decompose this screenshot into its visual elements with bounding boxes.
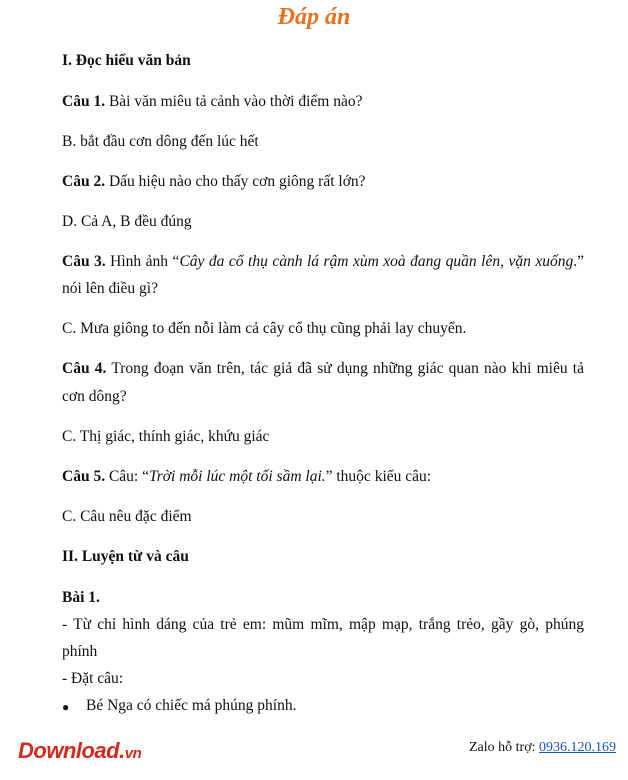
question-label: Câu 3. [62,253,106,270]
page-title: Đáp án [277,4,351,30]
question-label: Câu 1. [62,93,106,110]
question-2 [62,173,366,191]
question-4-line2: cơn dông? [62,388,127,405]
question-3 [62,253,584,271]
exercise-1-line2: phính [62,643,98,660]
download-vn-logo[interactable] [18,738,141,764]
logo-suffix: vn [124,745,142,762]
question-quote: Trời mỗi lúc một tối sầm lại. [148,468,326,485]
question-text-post: ” thuộc kiểu câu: [325,468,432,485]
logo-dot: . [119,738,125,763]
question-text: Bài văn miêu tả cảnh vào thời điểm nào? [105,93,363,110]
exercise-1-line1: - Từ chỉ hình dáng của trẻ em: mũm mĩm, mập mạp, trắng trẻo, gầy gò, phúng [62,616,584,633]
question-label: Câu 2. [62,173,106,190]
question-4 [62,360,584,378]
answer-1: B. bắt đầu cơn dông đến lúc hết [62,133,259,150]
answer-5: C. Câu nêu đặc điểm [62,508,192,525]
exercise-1-line3: - Đặt câu: [62,670,124,687]
question-quote: Cây đa cổ thụ cành lá rậm xùm xoà đang quần lên, vặn xuống [179,253,574,270]
exercise-1-label: Bài 1. [62,589,100,606]
answer-4: C. Thị giác, thính giác, khứu giác [62,428,270,445]
question-text: Trong đoạn văn trên, tác giả đã sử dụng những giác quan nào khi miêu tả [106,360,584,377]
question-5 [62,468,431,486]
section-heading-reading: I. Đọc hiểu văn bản [62,52,191,69]
question-1 [62,93,363,111]
bullet-icon: ● [62,700,70,714]
question-text-pre: Câu: “ [105,468,149,485]
question-text-post: .” [573,253,584,270]
question-label: Câu 4. [62,360,107,377]
question-text: Dấu hiệu nào cho thấy cơn giông rất lớn? [105,173,366,190]
question-3-line2: nói lên điều gì? [62,280,158,297]
logo-text: Download [18,738,120,763]
section-heading-vocabulary: II. Luyện từ và câu [62,548,189,565]
exercise-1-example: Bé Nga có chiếc má phúng phính. [86,697,297,714]
answer-2: D. Cả A, B đều đúng [62,213,192,230]
question-text-pre: Hình ảnh “ [105,253,180,270]
answer-3: C. Mưa giông to đến nỗi làm cả cây cổ thụ cũng phải lay chuyển. [62,320,467,337]
zalo-label: Zalo hỗ trợ: [469,740,539,755]
zalo-support [469,740,616,756]
question-label: Câu 5. [62,468,106,485]
zalo-phone-link[interactable]: 0936.120.169 [539,740,616,755]
